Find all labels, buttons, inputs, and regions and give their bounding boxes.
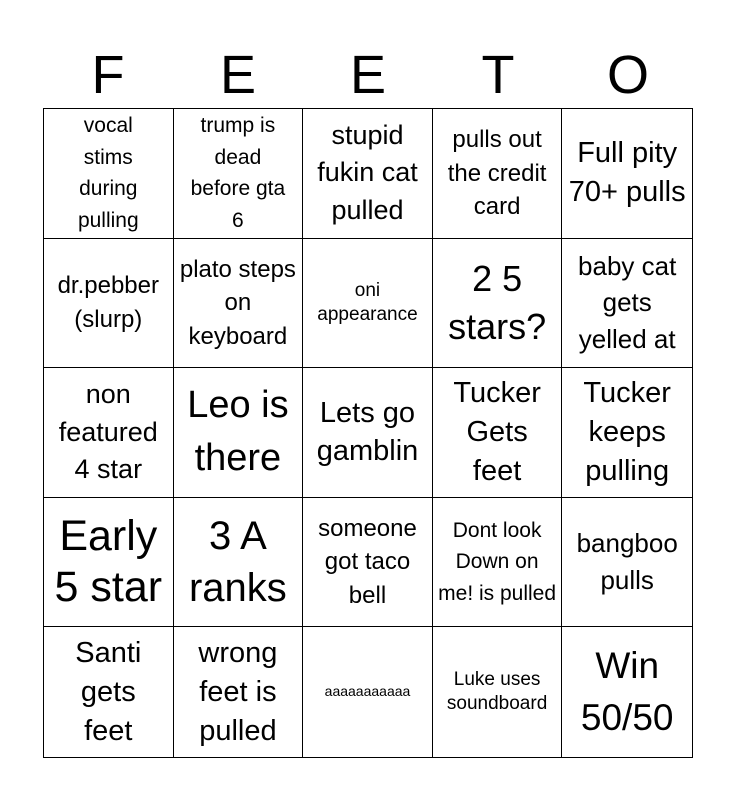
bingo-cell[interactable] <box>433 627 563 757</box>
cell-text: wrong feet is pulled <box>198 636 278 747</box>
cell-text: Early 5 star <box>54 511 163 612</box>
cell-text: Leo is there <box>187 384 289 480</box>
bingo-cell[interactable] <box>303 239 433 369</box>
cell-text: non featured 4 star <box>58 378 158 485</box>
cell-text: Santi gets feet <box>75 636 142 747</box>
bingo-cell[interactable] <box>433 368 563 498</box>
bingo-cell[interactable] <box>174 627 304 757</box>
bingo-cell[interactable] <box>174 109 304 239</box>
bingo-cell[interactable] <box>44 368 174 498</box>
bingo-grid <box>43 108 693 758</box>
cell-text: vocal stims during pulling <box>77 114 139 232</box>
bingo-cell[interactable] <box>174 498 304 628</box>
bingo-cell[interactable] <box>433 239 563 369</box>
bingo-cell[interactable] <box>433 109 563 239</box>
cell-text: 2 5 stars? <box>448 258 547 347</box>
cell-text: 3 A ranks <box>188 514 287 611</box>
cell-text: someone got taco bell <box>318 514 417 609</box>
header-letter-f: F <box>91 45 125 105</box>
header-letter-o: O <box>606 45 649 105</box>
cell-text: Full pity 70+ pulls <box>568 137 686 209</box>
cell-text: dr.pebber (slurp) <box>57 272 159 333</box>
bingo-cell[interactable] <box>562 368 692 498</box>
bingo-cell[interactable] <box>433 498 563 628</box>
bingo-cell[interactable] <box>303 627 433 757</box>
bingo-cell[interactable] <box>174 239 304 369</box>
header-letter-t: T <box>481 45 515 105</box>
cell-text: Lets go gamblin <box>316 396 419 468</box>
cell-text: Dont look Down on me! is pulled <box>438 518 557 605</box>
bingo-cell[interactable] <box>44 109 174 239</box>
bingo-cell[interactable] <box>44 239 174 369</box>
cell-text: Tucker Gets feet <box>453 377 541 487</box>
cell-text: Win 50/50 <box>580 645 674 739</box>
cell-text: plato steps on keyboard <box>179 255 296 350</box>
bingo-cell[interactable] <box>303 109 433 239</box>
bingo-cell[interactable] <box>562 109 692 239</box>
bingo-header <box>43 42 693 108</box>
cell-text: Luke uses soundboard <box>446 669 548 715</box>
cell-text: aaaaaaaaaaa <box>324 683 411 700</box>
cell-text: bangboo pulls <box>576 528 678 596</box>
cell-text: oni appearance <box>317 280 418 325</box>
bingo-cell[interactable] <box>562 239 692 369</box>
header-letter-e1: E <box>219 45 257 105</box>
bingo-cell[interactable] <box>303 498 433 628</box>
bingo-cell[interactable] <box>174 368 304 498</box>
header-letter-e2: E <box>349 45 387 105</box>
cell-text: baby cat gets yelled at <box>578 250 677 355</box>
bingo-cell[interactable] <box>303 368 433 498</box>
cell-text: stupid fukin cat pulled <box>317 119 418 226</box>
cell-text: pulls out the credit card <box>447 125 547 221</box>
cell-text: trump is dead before gta 6 <box>190 114 286 232</box>
bingo-cell[interactable] <box>562 498 692 628</box>
bingo-cell[interactable] <box>44 627 174 757</box>
bingo-cell[interactable] <box>562 627 692 757</box>
cell-text: Tucker keeps pulling <box>583 377 671 487</box>
bingo-cell[interactable] <box>44 498 174 628</box>
